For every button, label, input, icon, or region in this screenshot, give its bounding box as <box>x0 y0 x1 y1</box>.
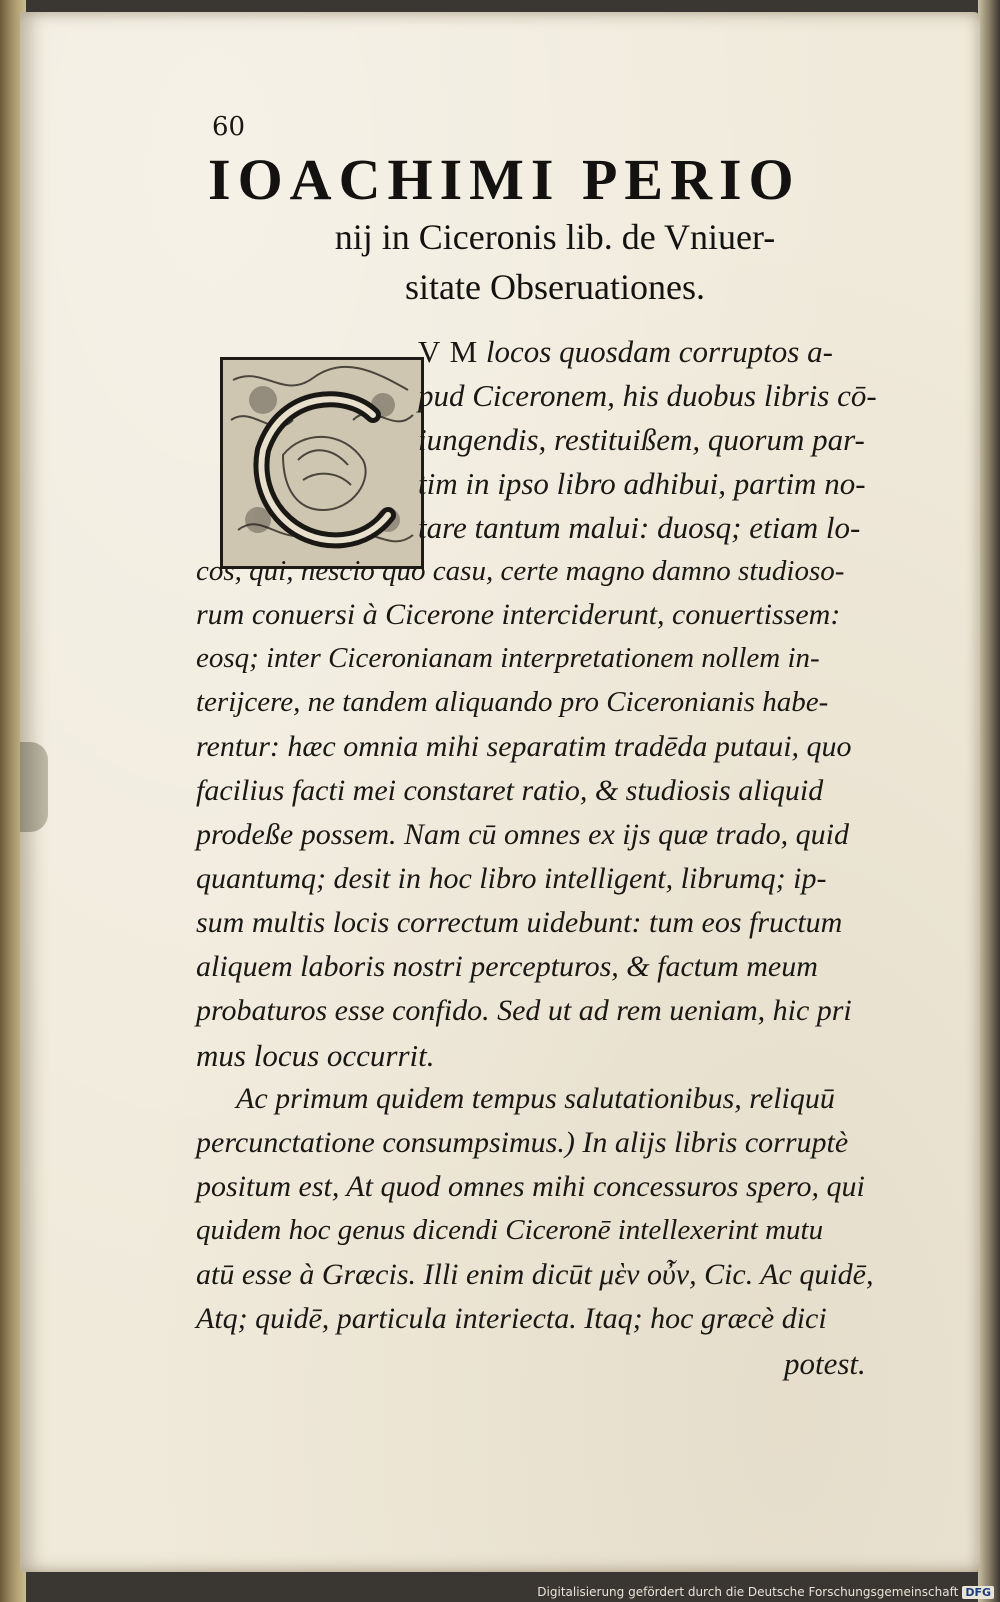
text-line: tare tantum malui: duosq; etiam lo- <box>418 510 861 545</box>
text-fragment: locos quosdam corruptos a- <box>478 334 833 369</box>
text-line: facilius facti mei constaret ratio, & studiosis aliquid <box>196 774 824 807</box>
catchword: potest. <box>784 1346 866 1381</box>
text-line <box>418 334 833 370</box>
text-line: mus locus occurrit. <box>196 1038 435 1073</box>
folio-number: 60 <box>212 112 246 142</box>
subtitle-line: nij in Ciceronis lib. de Vniuer- <box>334 217 776 257</box>
subtitle-line: sitate Obseruationes. <box>405 267 705 307</box>
footer-text: Digitalisierung gefördert durch die Deutsche Forschungsgemeinschaft <box>537 1585 959 1599</box>
text-line: rum conuersi à Cicerone interciderunt, conuertissem: <box>196 598 841 631</box>
title-heading: IOACHIMI PERIO <box>208 147 801 212</box>
text-line: terijcere, ne tandem aliquando pro Ciceronianis habe- <box>196 686 829 718</box>
text-line: rentur: hæc omnia mihi separatim tradēda putaui, quo <box>196 730 852 763</box>
text-line: iungendis, restituißem, quorum par- <box>418 422 865 457</box>
text-line: quidem hoc genus dicendi Ciceronē intellexerint mutu <box>196 1214 824 1246</box>
text-line: pud Ciceronem, his duobus libris cō- <box>418 378 877 413</box>
dfg-logo-icon: DFG <box>962 1586 994 1599</box>
drop-cap-continuation: V M <box>418 334 479 369</box>
title-subheading <box>250 212 860 312</box>
text-line: prodeße possem. Nam cū omnes ex ijs quæ trado, quid <box>196 818 849 851</box>
text-line: cos, qui, nescio quo casu, certe magno damno studioso- <box>196 555 845 587</box>
text-line: percunctatione consumpsimus.) In alijs libris corruptè <box>196 1126 849 1159</box>
text-line: positum est, At quod omnes mihi concessuros spero, qui <box>196 1170 865 1203</box>
text-line: aliquem laboris nostri percepturos, & factum meum <box>196 950 818 983</box>
text-line: sum multis locis correctum uidebunt: tum eos fructum <box>196 906 843 939</box>
text-line: tim in ipso libro adhibui, partim no- <box>418 466 866 501</box>
text-line: Atq; quidē, particula interiecta. Itaq; hoc græcè dici <box>196 1302 827 1335</box>
text-line: Ac primum quidem tempus salutationibus, reliquū <box>236 1082 835 1115</box>
page-fore-edge <box>978 0 1000 1602</box>
woodcut-initial-icon <box>220 357 424 569</box>
text-line: atū esse à Græcis. Illi enim dicūt μὲν οὖν, Cic. Ac quidē, <box>196 1258 874 1291</box>
text-line: probaturos esse confido. Sed ut ad rem ueniam, hic pri <box>196 994 852 1027</box>
text-line: eosq; inter Ciceronianam interpretationem nollem in- <box>196 642 820 674</box>
digitization-footer <box>537 1585 994 1599</box>
clip-tab <box>20 742 48 832</box>
text-line: quantumq; desit in hoc libro intelligent, librumq; ip- <box>196 862 827 895</box>
